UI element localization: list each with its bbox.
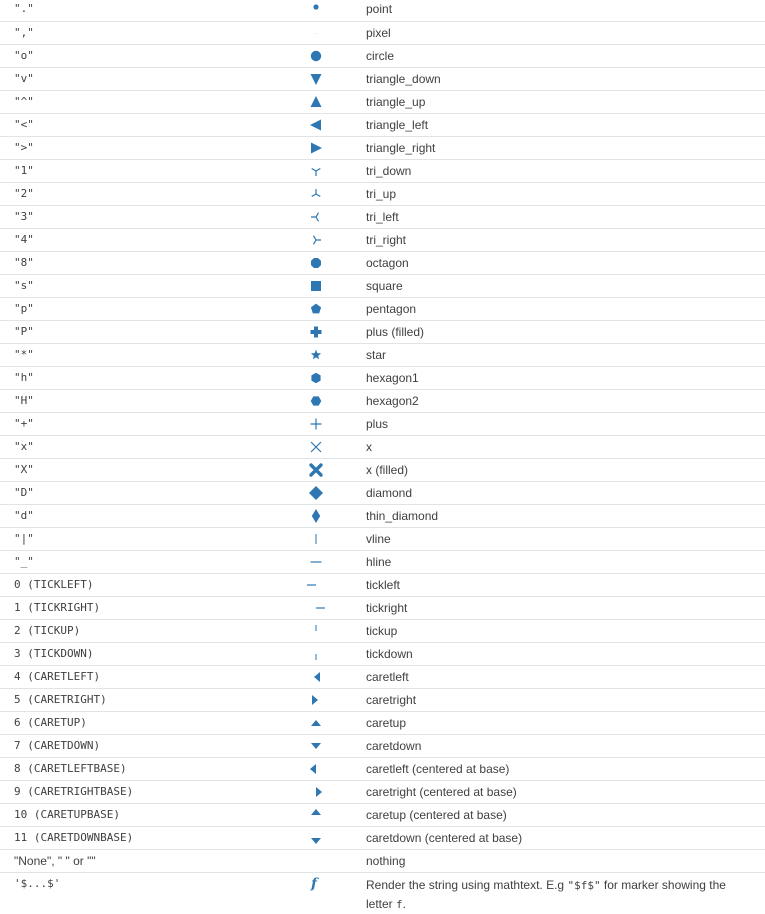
marker-description: tickright xyxy=(366,601,408,615)
marker-description: triangle_down xyxy=(366,72,441,86)
marker-code: 6 (CARETUP) xyxy=(14,716,87,729)
triangle-right-icon xyxy=(296,137,336,159)
caretleft-icon xyxy=(296,666,336,688)
desc-code-2: f xyxy=(396,898,403,911)
table-row xyxy=(0,0,765,22)
marker-code: '$...$' xyxy=(14,877,61,890)
table-row xyxy=(0,183,765,206)
marker-description: hexagon2 xyxy=(366,394,419,408)
marker-code: 9 (CARETRIGHTBASE) xyxy=(14,785,134,798)
table-row xyxy=(0,551,765,574)
marker-description: octagon xyxy=(366,256,409,270)
marker-description: caretright xyxy=(366,693,417,707)
table-row xyxy=(0,735,765,758)
mathtext-glyph: f xyxy=(311,876,318,892)
marker-code: "1" xyxy=(14,164,34,177)
table-row xyxy=(0,528,765,551)
marker-code: "D" xyxy=(14,486,34,499)
table-row xyxy=(0,459,765,482)
marker-code: "_" xyxy=(14,555,34,568)
marker-description: nothing xyxy=(366,854,406,868)
point-icon xyxy=(296,0,336,20)
marker-description: point xyxy=(366,2,393,16)
marker-code: "3" xyxy=(14,210,34,223)
table-row xyxy=(0,45,765,68)
marker-description: hline xyxy=(366,555,392,569)
table-row xyxy=(0,436,765,459)
table-row xyxy=(0,827,765,850)
marker-description: triangle_up xyxy=(366,95,426,109)
marker-description: star xyxy=(366,348,387,362)
marker-description: tri_right xyxy=(366,233,407,247)
table-row xyxy=(0,137,765,160)
marker-code: 1 (TICKRIGHT) xyxy=(14,601,101,614)
marker-description: tickleft xyxy=(366,578,401,592)
x-filled-icon xyxy=(296,459,336,481)
marker-description: x (filled) xyxy=(366,463,409,477)
caretdown-icon xyxy=(296,735,336,757)
table-row xyxy=(0,344,765,367)
marker-code: "*" xyxy=(14,348,34,361)
marker-code: 8 (CARETLEFTBASE) xyxy=(14,762,127,775)
caretdownbase-icon xyxy=(296,827,336,849)
marker-code: 7 (CARETDOWN) xyxy=(14,739,101,752)
desc-code-1: "$f$" xyxy=(567,879,601,892)
table-row xyxy=(0,114,765,137)
tickright-icon xyxy=(296,597,336,619)
marker-code: "H" xyxy=(14,394,34,407)
tickup-icon xyxy=(296,620,336,642)
marker-description xyxy=(366,876,746,914)
none-icon xyxy=(296,850,336,872)
marker-description: tri_down xyxy=(366,164,412,178)
marker-code: 4 (CARETLEFT) xyxy=(14,670,101,683)
marker-description: tickdown xyxy=(366,647,413,661)
tri-left-icon xyxy=(296,206,336,228)
desc-text-1: Render the string using mathtext. E.g xyxy=(366,878,568,892)
marker-code: "p" xyxy=(14,302,34,315)
tri-right-icon xyxy=(296,229,336,251)
marker-description: square xyxy=(366,279,403,293)
plus-filled-icon xyxy=(296,321,336,343)
marker-code: "P" xyxy=(14,325,34,338)
marker-code: "v" xyxy=(14,72,34,85)
marker-description: pentagon xyxy=(366,302,417,316)
marker-description: tri_left xyxy=(366,210,399,224)
marker-code: "2" xyxy=(14,187,34,200)
marker-description: caretdown xyxy=(366,739,422,753)
marker-code: "None", " " or "" xyxy=(14,854,96,868)
table-row xyxy=(0,229,765,252)
desc-text-3: . xyxy=(402,897,406,911)
table-row xyxy=(0,850,765,873)
marker-description: circle xyxy=(366,49,395,63)
triangle-down-icon xyxy=(296,68,336,90)
marker-description: diamond xyxy=(366,486,413,500)
plus-icon xyxy=(296,413,336,435)
marker-description: vline xyxy=(366,532,391,546)
table-row xyxy=(0,804,765,827)
marker-description: caretright (centered at base) xyxy=(366,785,517,799)
star-icon xyxy=(296,344,336,366)
marker-code: "^" xyxy=(14,95,34,108)
triangle-left-icon xyxy=(296,114,336,136)
table-row xyxy=(0,367,765,390)
marker-code: "<" xyxy=(14,118,34,131)
marker-code: "|" xyxy=(14,532,34,545)
table-row xyxy=(0,91,765,114)
square-icon xyxy=(296,275,336,297)
marker-code: "o" xyxy=(14,49,34,62)
desc-text-2: for marker showing the letter xyxy=(366,878,726,911)
mathtext-f-icon xyxy=(296,873,336,895)
marker-description: plus xyxy=(366,417,389,431)
table-row xyxy=(0,666,765,689)
tickdown-icon xyxy=(296,643,336,665)
table-row xyxy=(0,275,765,298)
marker-description: triangle_right xyxy=(366,141,436,155)
x-icon xyxy=(296,436,336,458)
table-row xyxy=(0,689,765,712)
marker-code: 5 (CARETRIGHT) xyxy=(14,693,107,706)
marker-code: 10 (CARETUPBASE) xyxy=(14,808,120,821)
pentagon-icon xyxy=(296,298,336,320)
marker-code: ">" xyxy=(14,141,34,154)
tickleft-icon xyxy=(296,574,336,596)
caretleftbase-icon xyxy=(296,758,336,780)
caretright-icon xyxy=(296,689,336,711)
caretrightbase-icon xyxy=(296,781,336,803)
marker-description: caretdown (centered at base) xyxy=(366,831,523,845)
marker-description: caretleft (centered at base) xyxy=(366,762,510,776)
circle-icon xyxy=(296,45,336,67)
marker-code: "." xyxy=(14,2,34,15)
marker-description: caretleft xyxy=(366,670,409,684)
marker-code: "d" xyxy=(14,509,34,522)
table-row xyxy=(0,68,765,91)
marker-code: "+" xyxy=(14,417,34,430)
table-row xyxy=(0,574,765,597)
diamond-icon xyxy=(296,482,336,504)
table-row xyxy=(0,413,765,436)
marker-description: x xyxy=(366,440,372,454)
marker-description: tickup xyxy=(366,624,398,638)
table-row xyxy=(0,597,765,620)
marker-description: tri_up xyxy=(366,187,397,201)
marker-code: "x" xyxy=(14,440,34,453)
table-row xyxy=(0,160,765,183)
marker-code: "8" xyxy=(14,256,34,269)
caretup-icon xyxy=(296,712,336,734)
table-row xyxy=(0,482,765,505)
table-row xyxy=(0,643,765,666)
table-row xyxy=(0,505,765,528)
octagon-icon xyxy=(296,252,336,274)
vline-icon xyxy=(296,528,336,550)
marker-description: pixel xyxy=(366,26,391,40)
marker-code: 11 (CARETDOWNBASE) xyxy=(14,831,134,844)
hexagon1-icon xyxy=(296,367,336,389)
table-row xyxy=(0,781,765,804)
marker-description: caretup xyxy=(366,716,407,730)
thin-diamond-icon xyxy=(296,505,336,527)
caretupbase-icon xyxy=(296,804,336,826)
table-row xyxy=(0,620,765,643)
hline-icon xyxy=(296,551,336,573)
pixel-icon xyxy=(296,22,336,44)
marker-description: hexagon1 xyxy=(366,371,419,385)
marker-code: "h" xyxy=(14,371,34,384)
table-row xyxy=(0,321,765,344)
marker-description: triangle_left xyxy=(366,118,429,132)
marker-description: thin_diamond xyxy=(366,509,439,523)
tri-down-icon xyxy=(296,160,336,182)
table-row xyxy=(0,22,765,45)
table-row xyxy=(0,758,765,781)
marker-code: "s" xyxy=(14,279,34,292)
table-row xyxy=(0,206,765,229)
table-row xyxy=(0,712,765,735)
marker-description: plus (filled) xyxy=(366,325,425,339)
marker-code: "X" xyxy=(14,463,34,476)
marker-code: "4" xyxy=(14,233,34,246)
table-row-mathtext xyxy=(0,873,765,913)
triangle-up-icon xyxy=(296,91,336,113)
tri-up-icon xyxy=(296,183,336,205)
marker-code: 2 (TICKUP) xyxy=(14,624,81,637)
marker-code: 3 (TICKDOWN) xyxy=(14,647,94,660)
hexagon2-icon xyxy=(296,390,336,412)
marker-code: 0 (TICKLEFT) xyxy=(14,578,94,591)
table-row xyxy=(0,252,765,275)
marker-description: caretup (centered at base) xyxy=(366,808,507,822)
marker-code: "," xyxy=(14,26,34,39)
table-row xyxy=(0,298,765,321)
table-row xyxy=(0,390,765,413)
